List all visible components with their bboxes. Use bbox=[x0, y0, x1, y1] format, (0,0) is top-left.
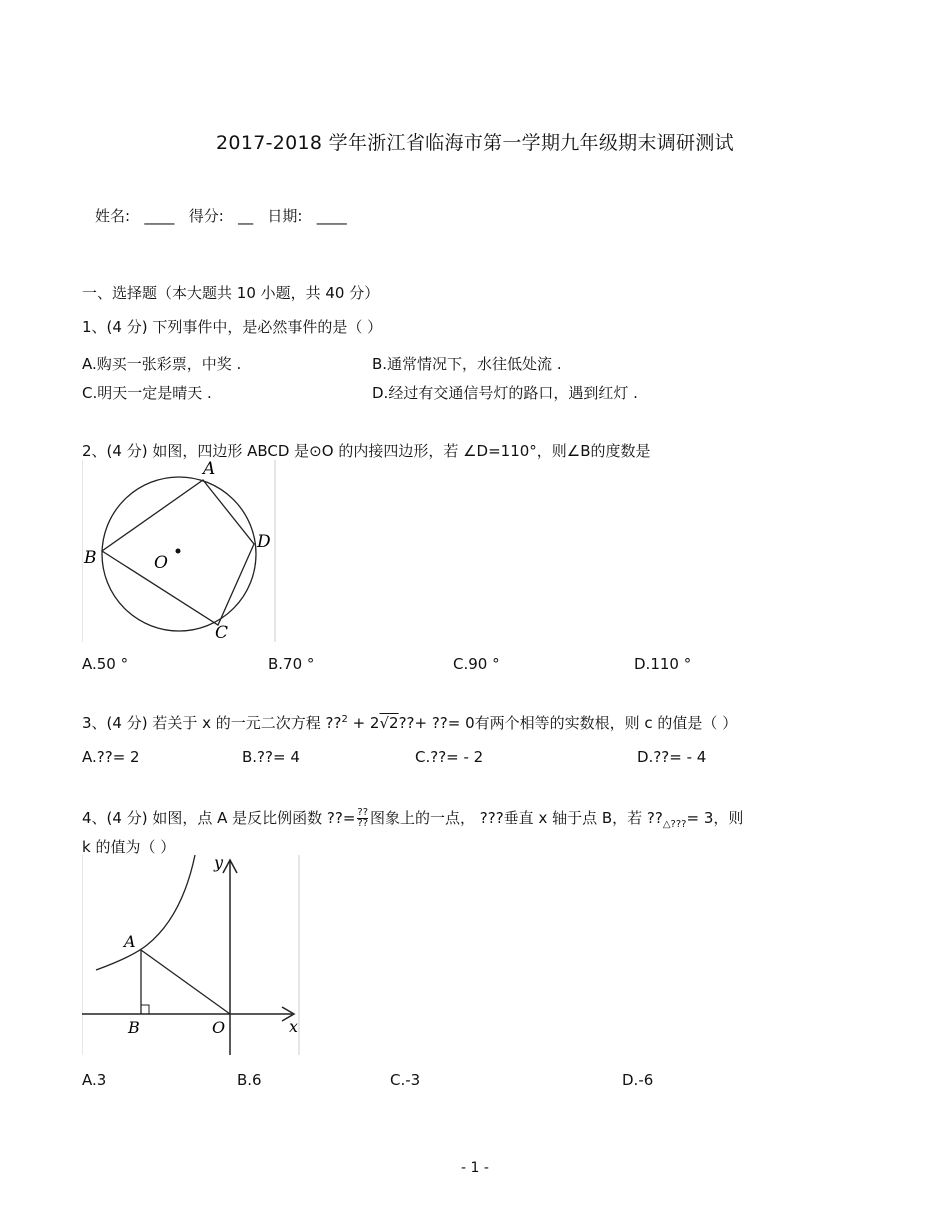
label-c: C bbox=[215, 623, 229, 642]
label-o: O bbox=[212, 1018, 226, 1037]
q3-option-d: D.??= - 4 bbox=[637, 748, 707, 766]
name-blank: ____ bbox=[144, 207, 175, 225]
q4-fraction-denominator: ?? bbox=[357, 818, 369, 829]
q3-option-c: C.??= - 2 bbox=[415, 748, 484, 766]
q3-exponent: 2 bbox=[341, 714, 348, 725]
label-a: A bbox=[203, 460, 216, 479]
q4-hyperbola-figure bbox=[82, 855, 302, 1055]
q4-option-b: B.6 bbox=[237, 1071, 262, 1089]
q3-stem-part-c: ??+ ??= 0有两个相等的实数根，则 c 的值是（ ） bbox=[398, 714, 738, 732]
q3-stem-part-b: + 2 bbox=[347, 714, 380, 732]
q1-option-a: A.购买一张彩票，中奖 . bbox=[82, 355, 242, 373]
q2-stem: 2、(4 分) 如图，四边形 ABCD 是⊙O 的内接四边形，若 ∠D=110°，则∠B的度数是 bbox=[82, 442, 651, 460]
q4-stem-part-c: ???垂直 x 轴于点 B，若 ?? bbox=[475, 809, 663, 827]
q3-stem bbox=[82, 712, 737, 733]
label-b: B bbox=[128, 1018, 140, 1037]
q1-option-d: D.经过有交通信号灯的路口，遇到红灯 . bbox=[372, 384, 638, 402]
q4-subscript: △??? bbox=[662, 819, 687, 830]
center-point bbox=[176, 549, 181, 554]
q4-fraction-numerator: ?? bbox=[357, 807, 369, 818]
label-d: D bbox=[257, 532, 271, 552]
q3-stem-part-a: 3、(4 分) 若关于 x 的一元二次方程 ?? bbox=[82, 714, 342, 732]
q2-option-a: A.50 ° bbox=[82, 655, 129, 673]
q4-option-d: D.-6 bbox=[622, 1071, 654, 1089]
score-blank: __ bbox=[238, 207, 254, 225]
student-info-line bbox=[95, 205, 347, 226]
q4-option-a: A.3 bbox=[82, 1071, 107, 1089]
circle-o bbox=[102, 477, 256, 631]
label-a: A bbox=[124, 932, 136, 951]
label-y: y bbox=[214, 855, 224, 872]
q1-stem: 1、(4 分) 下列事件中，是必然事件的是（ ） bbox=[82, 318, 383, 336]
label-o: O bbox=[154, 553, 168, 573]
q3-option-b: B.??= 4 bbox=[242, 748, 300, 766]
date-blank: ____ bbox=[316, 207, 347, 225]
q4-stem bbox=[82, 807, 743, 830]
q2-option-c: C.90 ° bbox=[453, 655, 500, 673]
q4-fraction bbox=[357, 808, 368, 829]
date-label: 日期: bbox=[267, 207, 303, 225]
label-b: B bbox=[84, 548, 97, 568]
q4-stem-part-d: = 3，则 bbox=[686, 809, 744, 827]
q4-option-c: C.-3 bbox=[390, 1071, 421, 1089]
segment-ao bbox=[141, 950, 230, 1014]
q4-stem-part-b: 图象上的一点， bbox=[370, 809, 476, 827]
page-title: 2017-2018 学年浙江省临海市第一学期九年级期末调研测试 bbox=[216, 132, 734, 154]
name-label: 姓名: bbox=[95, 207, 131, 225]
score-label: 得分: bbox=[188, 207, 224, 225]
q1-option-c: C.明天一定是晴天 . bbox=[82, 384, 212, 402]
q4-stem-part-a: 4、(4 分) 如图，点 A 是反比例函数 ??= bbox=[82, 809, 356, 827]
q2-option-b: B.70 ° bbox=[268, 655, 315, 673]
q3-sqrt: √2 bbox=[379, 714, 399, 732]
q3-option-a: A.??= 2 bbox=[82, 748, 140, 766]
right-angle-mark bbox=[141, 1005, 149, 1014]
section-heading: 一、选择题（本大题共 10 小题，共 40 分） bbox=[82, 284, 380, 302]
label-x: x bbox=[289, 1017, 299, 1036]
page-number: - 1 - bbox=[461, 1160, 489, 1176]
q4-stem-line2: k 的值为（ ） bbox=[82, 838, 176, 856]
q2-circle-figure bbox=[82, 460, 278, 642]
q2-option-d: D.110 ° bbox=[634, 655, 692, 673]
q1-option-b: B.通常情况下，水往低处流 . bbox=[372, 355, 562, 373]
